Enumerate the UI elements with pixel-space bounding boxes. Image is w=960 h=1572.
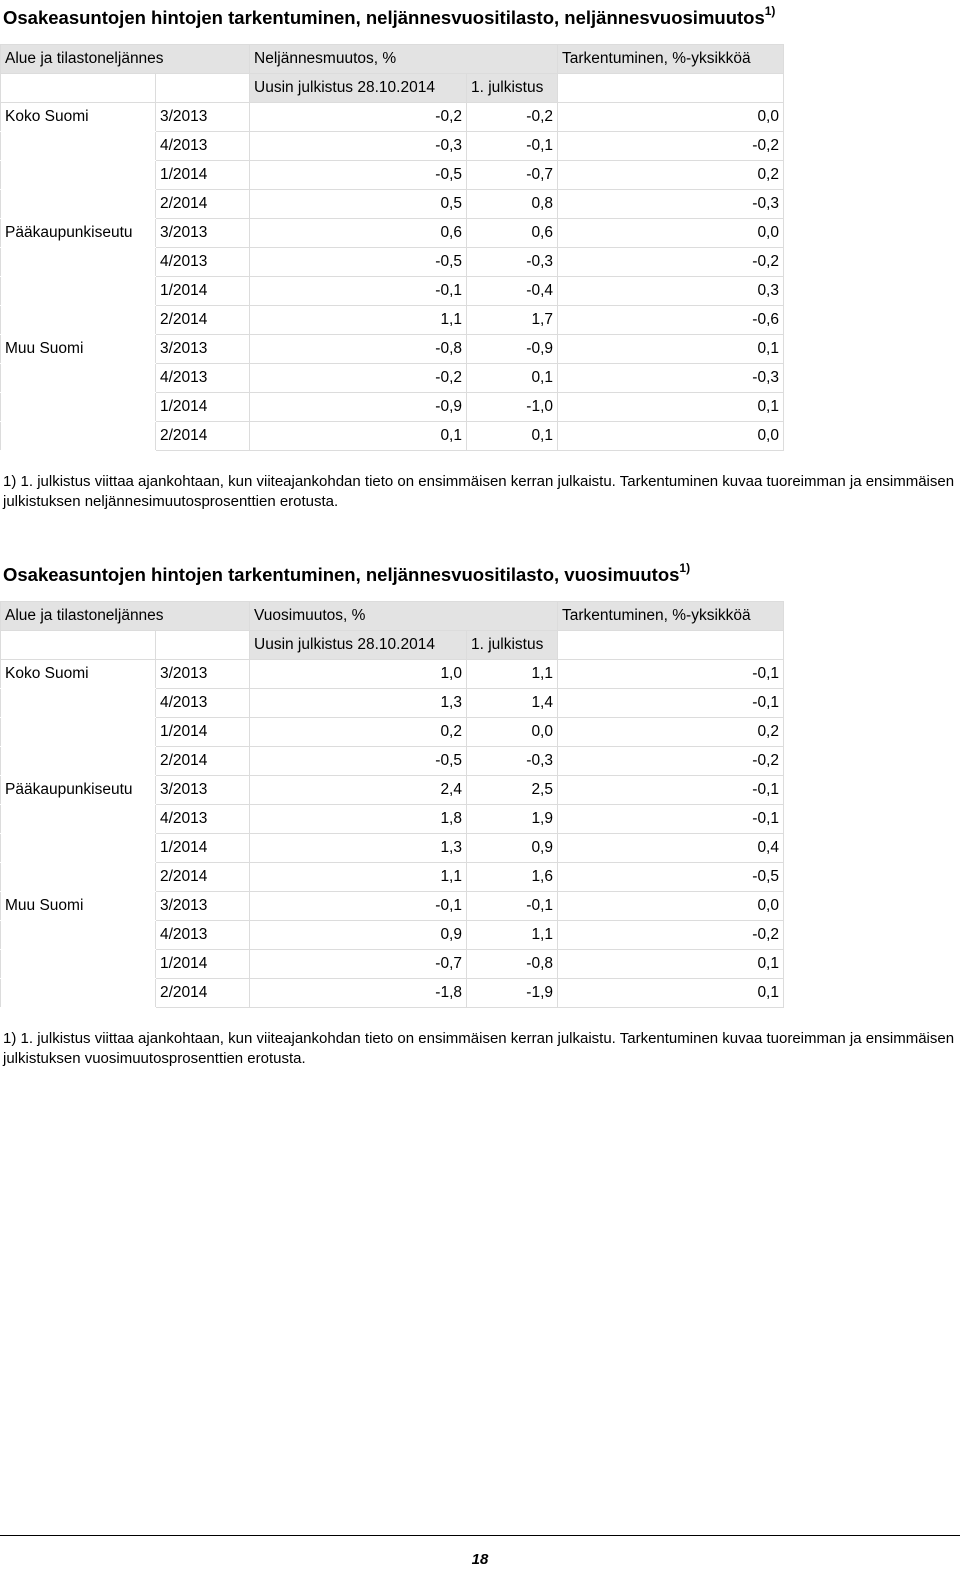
revision-value-cell: -0,5: [558, 863, 784, 892]
period-cell: 4/2013: [156, 364, 250, 393]
latest-value-cell: 1,1: [250, 863, 467, 892]
first-value-cell: -0,1: [467, 132, 558, 161]
table-row: [1, 979, 784, 1008]
period-cell: 2/2014: [156, 747, 250, 776]
first-value-cell: 0,6: [467, 219, 558, 248]
region-cell: [1, 364, 156, 393]
footnote-mark: 1): [3, 1030, 17, 1047]
period-cell: 3/2013: [156, 335, 250, 364]
region-cell: [1, 979, 156, 1008]
first-value-cell: 0,0: [467, 718, 558, 747]
first-value-cell: -0,3: [467, 248, 558, 277]
first-value-cell: -0,2: [467, 103, 558, 132]
subheader-blank: [558, 631, 784, 660]
revision-value-cell: -0,1: [558, 660, 784, 689]
region-cell: [1, 132, 156, 161]
table-row: [1, 689, 784, 718]
region-cell: Koko Suomi: [1, 103, 156, 132]
footnote-mark: 1): [3, 473, 17, 490]
period-cell: 3/2013: [156, 660, 250, 689]
table-row: [1, 776, 784, 805]
period-cell: 1/2014: [156, 950, 250, 979]
region-cell: [1, 747, 156, 776]
table-row: [1, 863, 784, 892]
subheader-blank: [1, 74, 156, 103]
period-cell: 4/2013: [156, 921, 250, 950]
revision-value-cell: 0,3: [558, 277, 784, 306]
period-cell: 2/2014: [156, 863, 250, 892]
table-row: [1, 190, 784, 219]
revision-value-cell: -0,1: [558, 776, 784, 805]
first-value-cell: -0,8: [467, 950, 558, 979]
latest-value-cell: 1,3: [250, 689, 467, 718]
revision-value-cell: 0,4: [558, 834, 784, 863]
latest-value-cell: -0,9: [250, 393, 467, 422]
latest-value-cell: 1,0: [250, 660, 467, 689]
footer-divider: [0, 1535, 960, 1536]
revision-value-cell: 0,1: [558, 335, 784, 364]
subheader-row: [1, 74, 784, 103]
table-row: [1, 364, 784, 393]
revision-value-cell: 0,1: [558, 950, 784, 979]
latest-value-cell: -0,3: [250, 132, 467, 161]
table-row: [1, 834, 784, 863]
period-cell: 1/2014: [156, 834, 250, 863]
period-cell: 2/2014: [156, 979, 250, 1008]
revision-value-cell: 0,1: [558, 393, 784, 422]
region-cell: Pääkaupunkiseutu: [1, 776, 156, 805]
header-row: [1, 602, 784, 631]
latest-value-cell: -0,5: [250, 161, 467, 190]
header-first: 1. julkistus: [467, 74, 558, 103]
region-cell: [1, 718, 156, 747]
revision-value-cell: -0,2: [558, 747, 784, 776]
first-value-cell: -0,4: [467, 277, 558, 306]
period-cell: 3/2013: [156, 892, 250, 921]
latest-value-cell: -0,2: [250, 103, 467, 132]
revision-value-cell: -0,1: [558, 805, 784, 834]
table-row: [1, 161, 784, 190]
latest-value-cell: -0,7: [250, 950, 467, 979]
table-row: [1, 306, 784, 335]
revision-value-cell: 0,0: [558, 103, 784, 132]
table-title: Osakeasuntojen hintojen tarkentuminen, neljännesvuositilasto, vuosimuutos$^{1)}$: [3, 561, 691, 586]
first-value-cell: 1,9: [467, 805, 558, 834]
revision-value-cell: 0,0: [558, 892, 784, 921]
footnote: [3, 1029, 958, 1069]
table-row: [1, 277, 784, 306]
revision-value-cell: -0,6: [558, 306, 784, 335]
first-value-cell: 0,1: [467, 422, 558, 451]
period-cell: 3/2013: [156, 103, 250, 132]
first-value-cell: 1,6: [467, 863, 558, 892]
region-cell: [1, 805, 156, 834]
footnote-text: 1. julkistus viittaa ajankohtaan, kun viiteajankohdan tieto on ensimmäisen kerran julkaistu. Tarkentuminen kuvaa tuoreimman ja ensimmäisen julkistuksen neljännesimuutosprosenttien erotusta.: [3, 473, 955, 510]
table-row: [1, 718, 784, 747]
table-row: [1, 950, 784, 979]
first-value-cell: 1,4: [467, 689, 558, 718]
header-change: Vuosimuutos, %: [250, 602, 558, 631]
table-row: [1, 660, 784, 689]
revision-value-cell: 0,1: [558, 979, 784, 1008]
header-revision: Tarkentuminen, %-yksikköä: [558, 45, 784, 74]
latest-value-cell: -0,5: [250, 248, 467, 277]
latest-value-cell: 0,1: [250, 422, 467, 451]
region-cell: [1, 863, 156, 892]
first-value-cell: -0,1: [467, 892, 558, 921]
period-cell: 2/2014: [156, 422, 250, 451]
table-row: [1, 219, 784, 248]
revision-value-cell: -0,2: [558, 248, 784, 277]
first-value-cell: 2,5: [467, 776, 558, 805]
period-cell: 1/2014: [156, 393, 250, 422]
region-cell: [1, 248, 156, 277]
first-value-cell: -0,7: [467, 161, 558, 190]
latest-value-cell: -0,1: [250, 277, 467, 306]
subheader-blank: [156, 74, 250, 103]
first-value-cell: -1,0: [467, 393, 558, 422]
subheader-blank: [1, 631, 156, 660]
revision-value-cell: -0,3: [558, 190, 784, 219]
region-cell: Pääkaupunkiseutu: [1, 219, 156, 248]
period-cell: 3/2013: [156, 219, 250, 248]
revision-value-cell: -0,2: [558, 921, 784, 950]
period-cell: 4/2013: [156, 805, 250, 834]
period-cell: 4/2013: [156, 689, 250, 718]
header-change: Neljännesmuutos, %: [250, 45, 558, 74]
header-area-period: Alue ja tilastoneljännes: [1, 602, 250, 631]
region-cell: [1, 921, 156, 950]
region-cell: [1, 190, 156, 219]
period-cell: 4/2013: [156, 132, 250, 161]
table-row: [1, 747, 784, 776]
footnote: [3, 472, 958, 512]
revision-value-cell: 0,2: [558, 718, 784, 747]
latest-value-cell: -0,2: [250, 364, 467, 393]
period-cell: 1/2014: [156, 718, 250, 747]
period-cell: 1/2014: [156, 161, 250, 190]
revision-value-cell: -0,3: [558, 364, 784, 393]
region-cell: [1, 393, 156, 422]
title-footnote-mark: 1): [764, 4, 776, 18]
revision-value-cell: 0,0: [558, 422, 784, 451]
quarterly-change-table: [0, 44, 784, 451]
region-cell: [1, 689, 156, 718]
revision-value-cell: -0,2: [558, 132, 784, 161]
table-row: [1, 422, 784, 451]
latest-value-cell: -1,8: [250, 979, 467, 1008]
revision-value-cell: 0,0: [558, 219, 784, 248]
period-cell: 4/2013: [156, 248, 250, 277]
table-row: [1, 335, 784, 364]
period-cell: 2/2014: [156, 306, 250, 335]
first-value-cell: 0,8: [467, 190, 558, 219]
latest-value-cell: 1,1: [250, 306, 467, 335]
region-cell: [1, 161, 156, 190]
table-row: [1, 921, 784, 950]
header-area-period: Alue ja tilastoneljännes: [1, 45, 250, 74]
subheader-blank: [558, 74, 784, 103]
latest-value-cell: 0,5: [250, 190, 467, 219]
latest-value-cell: 1,3: [250, 834, 467, 863]
header-latest: Uusin julkistus 28.10.2014: [250, 74, 467, 103]
header-latest: Uusin julkistus 28.10.2014: [250, 631, 467, 660]
region-cell: [1, 950, 156, 979]
footnote-text: 1. julkistus viittaa ajankohtaan, kun viiteajankohdan tieto on ensimmäisen kerran julkaistu. Tarkentuminen kuvaa tuoreimman ja ensimmäisen julkistuksen vuosimuutosprosenttien erotusta.: [3, 1030, 955, 1067]
latest-value-cell: -0,5: [250, 747, 467, 776]
table-row: [1, 805, 784, 834]
region-cell: Koko Suomi: [1, 660, 156, 689]
table-row: [1, 892, 784, 921]
first-value-cell: -1,9: [467, 979, 558, 1008]
latest-value-cell: -0,8: [250, 335, 467, 364]
first-value-cell: 0,1: [467, 364, 558, 393]
first-value-cell: 0,9: [467, 834, 558, 863]
revision-value-cell: -0,1: [558, 689, 784, 718]
latest-value-cell: -0,1: [250, 892, 467, 921]
latest-value-cell: 1,8: [250, 805, 467, 834]
region-cell: Muu Suomi: [1, 335, 156, 364]
first-value-cell: 1,1: [467, 660, 558, 689]
subheader-blank: [156, 631, 250, 660]
region-cell: Muu Suomi: [1, 892, 156, 921]
annual-change-table: [0, 601, 784, 1008]
table-row: [1, 248, 784, 277]
latest-value-cell: 0,6: [250, 219, 467, 248]
title-footnote-mark: 1): [679, 561, 691, 575]
region-cell: [1, 834, 156, 863]
table-row: [1, 103, 784, 132]
period-cell: 1/2014: [156, 277, 250, 306]
latest-value-cell: 2,4: [250, 776, 467, 805]
first-value-cell: 1,7: [467, 306, 558, 335]
table-title: Osakeasuntojen hintojen tarkentuminen, neljännesvuositilasto, neljännesvuosimuutos$^{1)}$: [3, 4, 776, 29]
region-cell: [1, 306, 156, 335]
first-value-cell: -0,9: [467, 335, 558, 364]
page-number: 18: [471, 1551, 489, 1568]
table-row: [1, 132, 784, 161]
period-cell: 2/2014: [156, 190, 250, 219]
latest-value-cell: 0,9: [250, 921, 467, 950]
subheader-row: [1, 631, 784, 660]
table-row: [1, 393, 784, 422]
header-row: [1, 45, 784, 74]
region-cell: [1, 422, 156, 451]
header-revision: Tarkentuminen, %-yksikköä: [558, 602, 784, 631]
period-cell: 3/2013: [156, 776, 250, 805]
latest-value-cell: 0,2: [250, 718, 467, 747]
region-cell: [1, 277, 156, 306]
first-value-cell: -0,3: [467, 747, 558, 776]
first-value-cell: 1,1: [467, 921, 558, 950]
header-first: 1. julkistus: [467, 631, 558, 660]
revision-value-cell: 0,2: [558, 161, 784, 190]
